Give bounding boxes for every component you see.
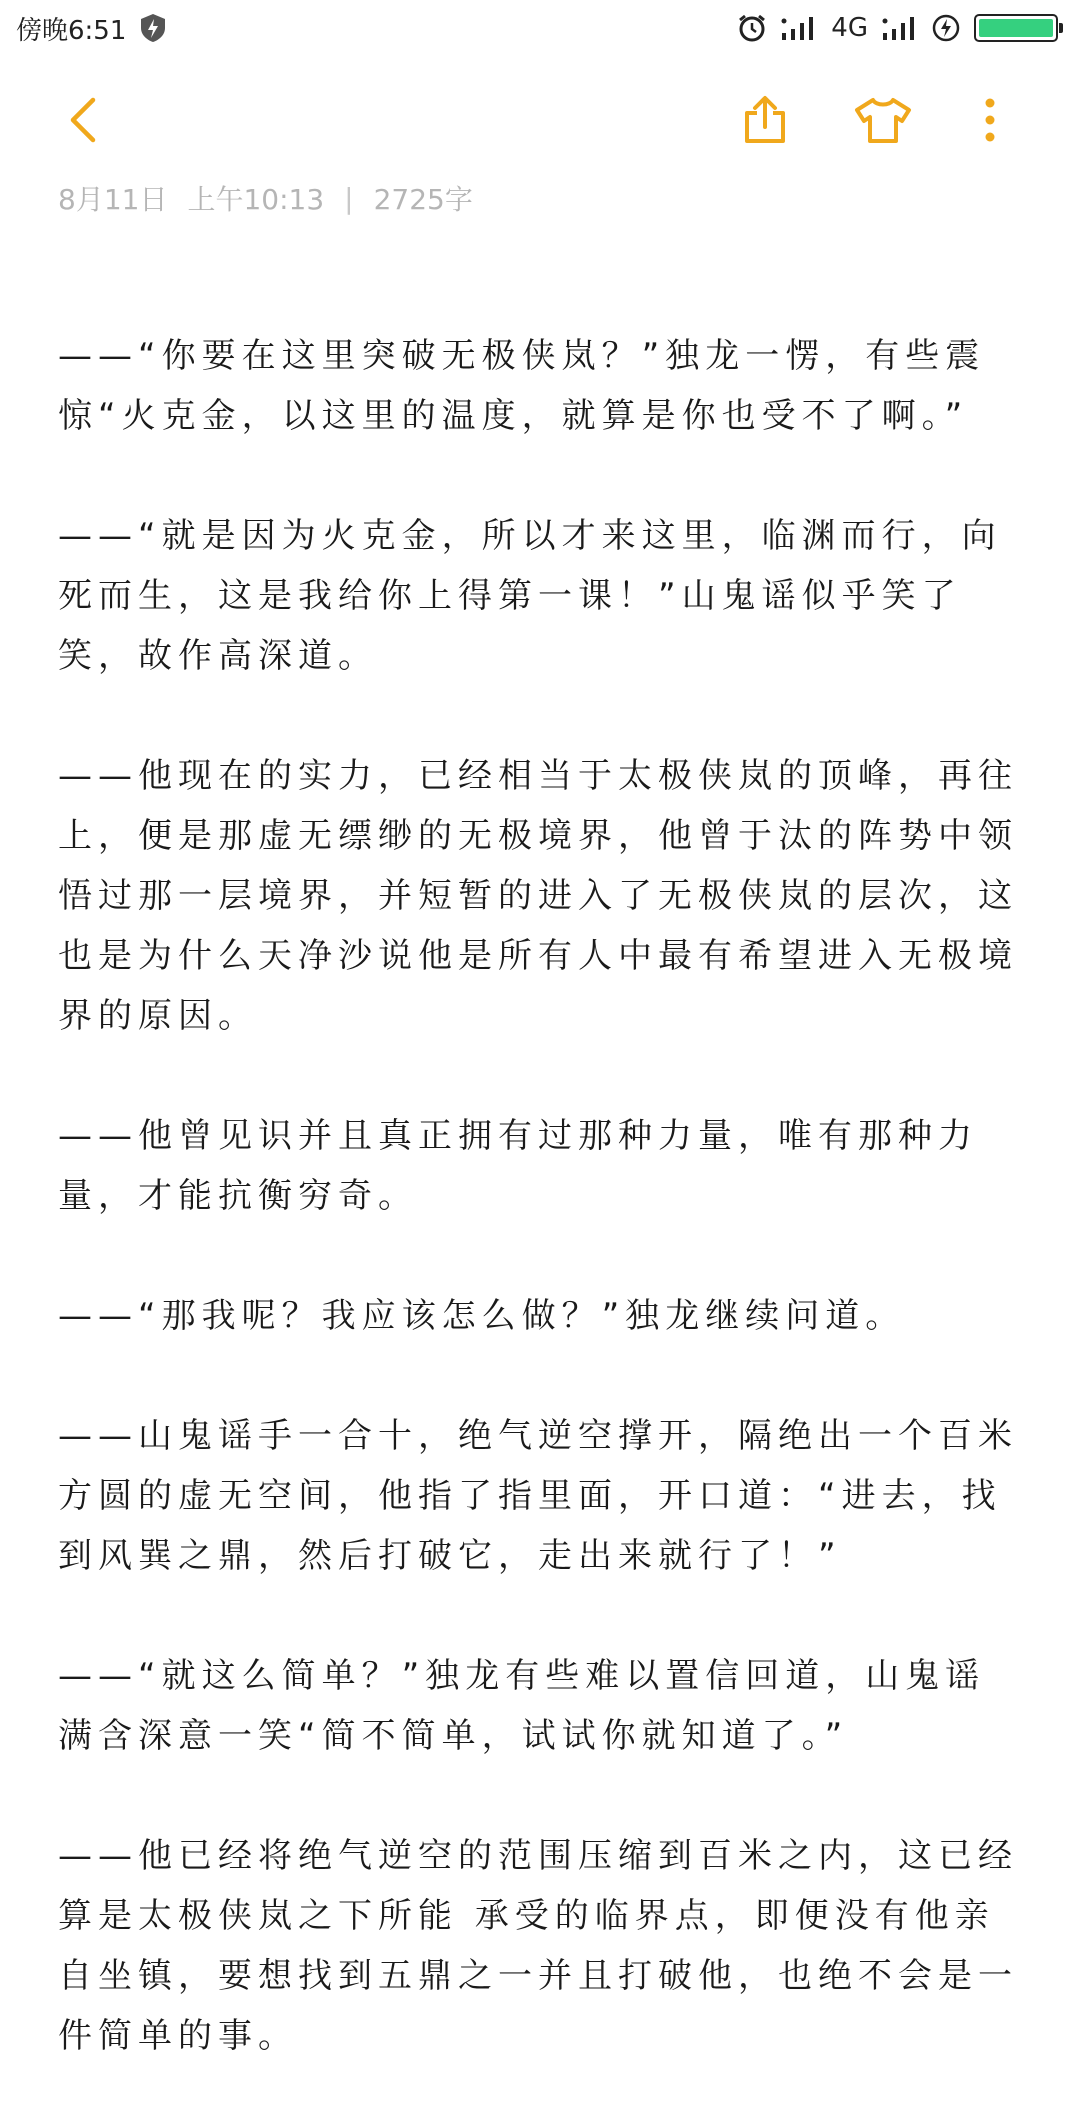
status-time: 傍晚6:51 <box>16 15 127 46</box>
status-left <box>16 10 166 47</box>
note-toolbar <box>0 80 1080 160</box>
note-time: 上午10:13 <box>187 183 325 216</box>
battery-icon <box>974 14 1058 42</box>
alarm-icon <box>737 13 767 43</box>
note-meta <box>58 178 473 218</box>
paragraph: ——山鬼谣手一合十，绝气逆空撑开，隔绝出一个百米方圆的虚无空间，他指了指里面，开口道：“进去，找到风巽之鼎，然后打破它，走出来就行了！” <box>58 1416 1018 1576</box>
note-date: 8月11日 <box>58 183 168 216</box>
charging-icon <box>932 14 960 42</box>
shirt-icon <box>853 96 913 144</box>
paragraph: ——他现在的实力，已经相当于太极侠岚的顶峰，再往上，便是那虚无缥缈的无极境界，他曾于汰的阵势中领悟过那一层境界，并短暂的进入了无极侠岚的层次，这也是为什么天净沙说他是所有人中最有希望进入无极境界的原因。 <box>58 756 1018 1036</box>
more-vertical-icon <box>984 97 996 143</box>
battery-level <box>979 19 1053 37</box>
paragraph: ——他已经将绝气逆空的范围压缩到百米之内，这已经算是太极侠岚之下所能 承受的临界点，即便没有他亲自坐镇，要想找到五鼎之一并且打破他，也绝不会是一件简单的事。 <box>58 1836 1018 2056</box>
status-bar <box>0 0 1080 56</box>
note-content[interactable] <box>58 326 1024 2126</box>
paragraph: ——“你要在这里突破无极侠岚？”独龙一愣，有些震惊“火克金，以这里的温度，就算是你也受不了啊。” <box>58 336 986 436</box>
paragraph: ——“就是因为火克金，所以才来这里，临渊而行，向死而生，这是我给你上得第一课！”山鬼谣似乎笑了笑，故作高深道。 <box>58 516 1002 676</box>
paragraph: ——“那我呢？我应该怎么做？”独龙继续问道。 <box>58 1296 906 1336</box>
signal-icon-2 <box>882 15 918 41</box>
share-icon <box>741 95 789 145</box>
back-button[interactable] <box>52 80 112 160</box>
meta-separator: | <box>344 181 354 215</box>
shield-bolt-icon <box>140 13 166 43</box>
theme-button[interactable] <box>843 80 923 160</box>
paragraph: ——“就这么简单？”独龙有些难以置信回道，山鬼谣满含深意一笑“简不简单，试试你就知道了。” <box>58 1656 986 1756</box>
chevron-left-icon <box>67 96 97 144</box>
status-right <box>737 13 1058 43</box>
network-type: 4G <box>831 13 868 43</box>
signal-icon <box>781 15 817 41</box>
paragraph: ——他曾见识并且真正拥有过那种力量，唯有那种力量，才能抗衡穷奇。 <box>58 1116 978 1216</box>
more-button[interactable] <box>970 80 1010 160</box>
share-button[interactable] <box>730 80 800 160</box>
word-count: 2725字 <box>373 183 473 216</box>
